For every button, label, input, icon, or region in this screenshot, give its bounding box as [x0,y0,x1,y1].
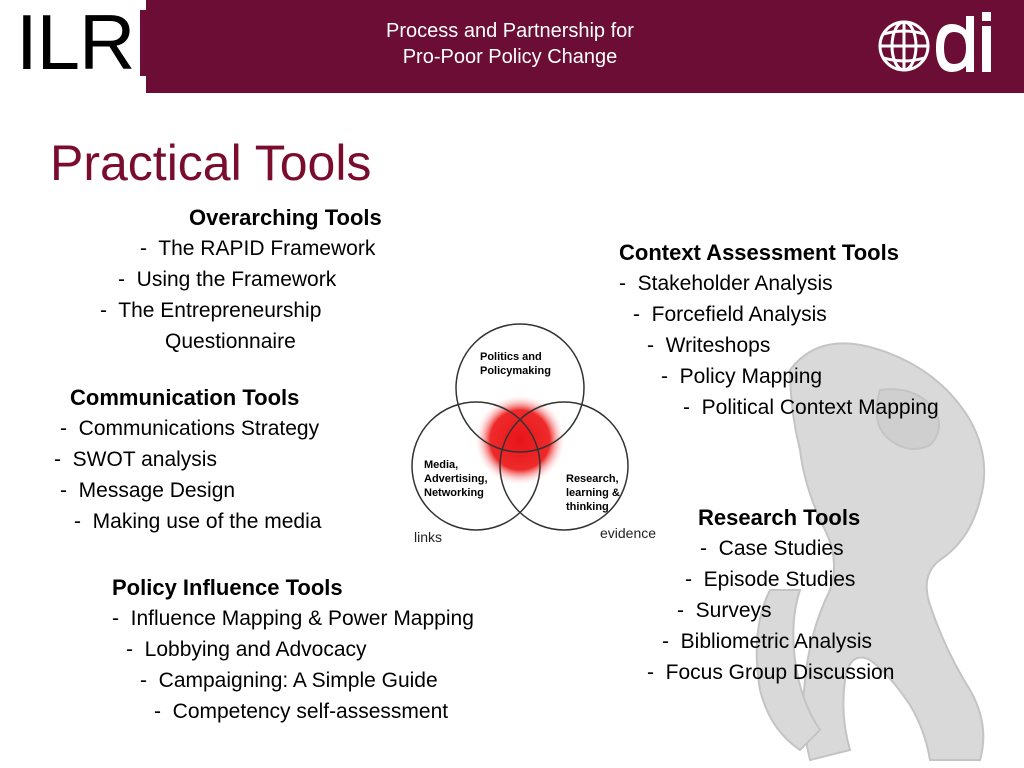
venn-left-label-1: Media, [424,459,459,471]
venn-top-label-1: Politics and [480,351,542,363]
venn-right-label-2: learning & [566,487,620,499]
policy-heading: Policy Influence Tools [112,575,343,600]
research-item-5: - Focus Group Discussion [647,661,895,684]
context-item-3: - Writeshops [647,334,771,357]
venn-right-label-1: Research, [566,473,619,485]
header-title-line1: Process and Partnership for [386,20,634,42]
page-title: Practical Tools [50,135,372,191]
research-item-2: - Episode Studies [685,568,856,591]
overarching-item-3: - The Entrepreneurship [100,299,322,322]
ilri-logo-text: ILR [16,0,135,86]
policy-item-3: - Campaigning: A Simple Guide [140,669,438,692]
research-item-1: - Case Studies [700,537,844,560]
venn-right-label-3: thinking [566,501,609,513]
overarching-tools-block [100,202,460,357]
research-heading: Research Tools [698,505,861,530]
policy-item-2: - Lobbying and Advocacy [126,638,367,661]
header-title [300,18,720,70]
venn-top-label-2: Policymaking [480,365,551,377]
ilri-logo-bar [140,10,150,76]
odi-logo [874,8,1004,80]
communication-item-2: - SWOT analysis [54,448,217,471]
context-item-4: - Policy Mapping [661,365,823,388]
policy-item-1: - Influence Mapping & Power Mapping [112,607,474,630]
policy-item-4: - Competency self-assessment [154,700,449,723]
header-title-line2: Pro-Poor Policy Change [402,46,618,68]
communication-heading: Communication Tools [70,385,300,410]
context-item-1: - Stakeholder Analysis [619,272,833,295]
communication-item-4: - Making use of the media [74,510,322,533]
venn-left-label-2: Advertising, [424,473,488,485]
overarching-item-4: Questionnaire [165,330,296,353]
ilri-logo [16,0,150,86]
context-item-2: - Forcefield Analysis [633,303,827,326]
communication-item-3: - Message Design [60,479,236,502]
venn-left-label-3: Networking [424,487,484,499]
context-heading: Context Assessment Tools [619,240,899,265]
context-tools-block [619,237,1019,423]
venn-links-label: links [414,529,443,545]
research-tools-block [646,502,1006,688]
research-item-3: - Surveys [677,599,772,622]
venn-center-highlight [474,394,566,486]
overarching-item-2: - Using the Framework [118,268,337,291]
venn-evidence-label: evidence [600,525,657,541]
overarching-item-1: - The RAPID Framework [140,237,376,260]
research-item-4: - Bibliometric Analysis [662,630,873,653]
communication-tools-block [54,382,394,537]
context-item-5: - Political Context Mapping [683,396,939,419]
policy-tools-block [112,572,572,727]
overarching-heading: Overarching Tools [189,205,382,230]
communication-item-1: - Communications Strategy [60,417,320,440]
